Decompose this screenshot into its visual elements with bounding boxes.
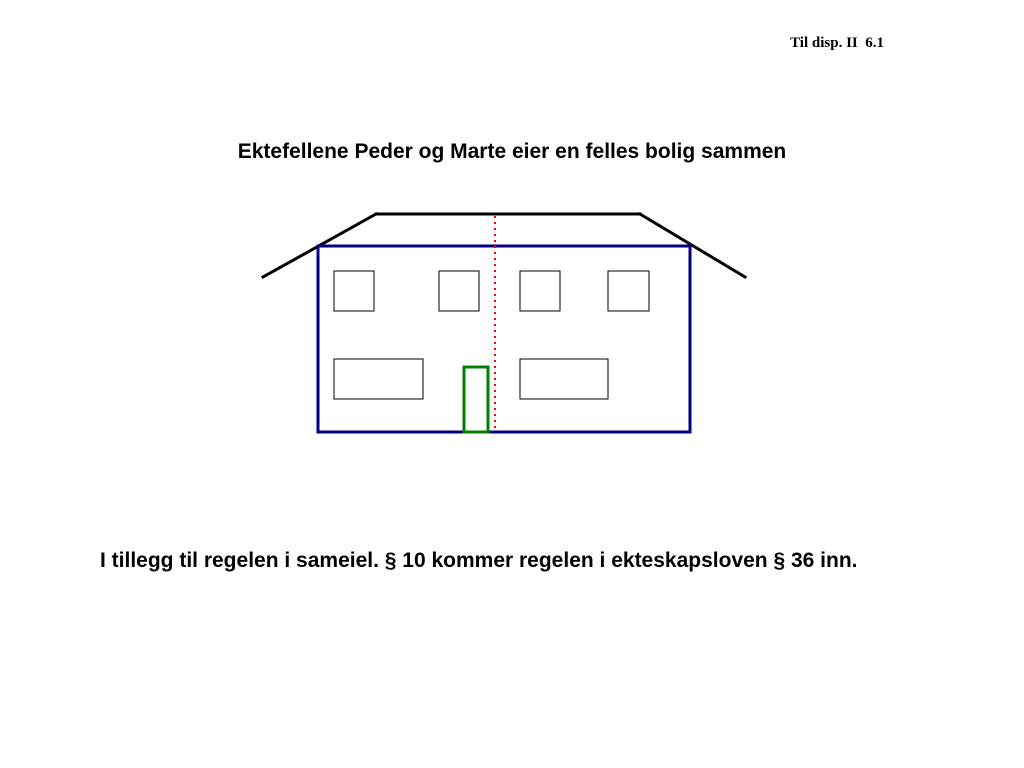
slide-title: Ektefellene Peder og Marte eier en felles bolig sammen [237, 140, 787, 163]
slide-reference: Til disp. II 6.1 [790, 35, 884, 51]
lower-windows [334, 359, 608, 399]
window-upper-2 [439, 271, 479, 311]
window-upper-1 [334, 271, 374, 311]
window-lower-left [334, 359, 423, 399]
window-lower-right [520, 359, 608, 399]
window-upper-4 [608, 271, 649, 311]
body-text: I tillegg til regelen i sameiel. § 10 kommer regelen i ekteskapsloven § 36 inn. [100, 549, 858, 572]
door [464, 367, 488, 432]
window-upper-3 [520, 271, 560, 311]
upper-windows [334, 271, 649, 311]
